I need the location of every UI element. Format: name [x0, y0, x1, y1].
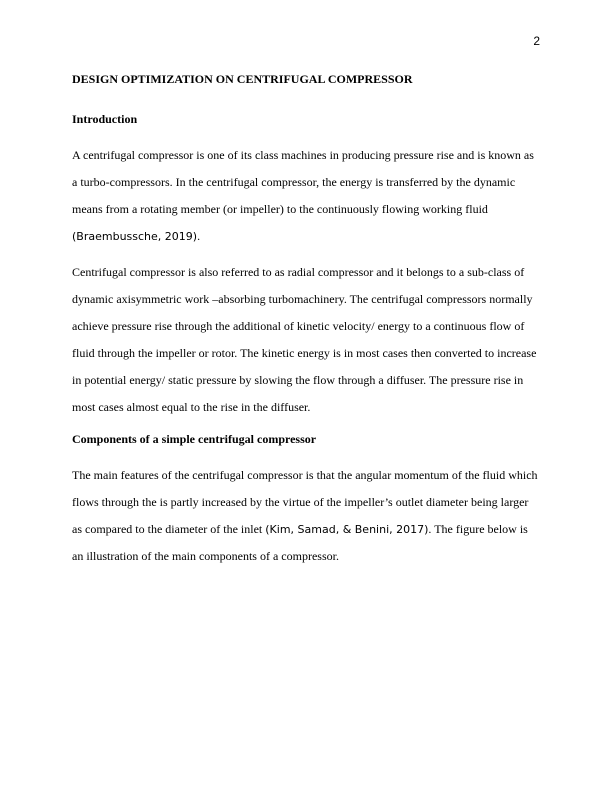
citation-braembussche: (Braembussche, 2019)	[72, 230, 198, 243]
intro-paragraph-2: Centrifugal compressor is also referred to as radial compressor and it belongs to a sub-class of dynamic axisymmetric work –absorbing turbomachinery. The centrifugal compressors normally achieve pressure rise through the additional of kinetic velocity/ energy to a continuous flow of fluid through the impeller or rotor. The kinetic energy is in most cases then converted to increase in potential energy/ static pressure by slowing the flow through a diffuser. The pressure rise in most cases almost equal to the rise in the diffuser.	[72, 265, 537, 414]
document-body	[72, 70, 540, 579]
components-paragraph-1	[72, 462, 540, 570]
citation-kim-samad-benini: (Kim, Samad, & Benini, 2017)	[265, 523, 429, 536]
section-heading-components: Components of a simple centrifugal compressor	[72, 432, 317, 446]
components-paragraph-1-text: The main features of the centrifugal compressor is that the angular momentum of the fluid which flows through the is partly increased by the virtue of the impeller’s outlet diameter being larger as compared to the diameter of the inlet	[72, 468, 538, 536]
page-number: 2	[533, 34, 540, 48]
document-title: DESIGN OPTIMIZATION ON CENTRIFUGAL COMPRESSOR	[72, 72, 413, 86]
intro-paragraph-1	[72, 142, 540, 250]
section-heading-introduction: Introduction	[72, 112, 138, 126]
intro-paragraph-1-end: .	[197, 229, 201, 243]
components-paragraph-1-end: . The figure below is an illustration of the main components of a compressor.	[72, 522, 528, 563]
intro-paragraph-1-text: A centrifugal compressor is one of its class machines in producing pressure rise and is known as a turbo-compressors. In the centrifugal compressor, the energy is transferred by the dynamic means from a rotating member (or impeller) to the continuously flowing working fluid	[72, 148, 534, 216]
